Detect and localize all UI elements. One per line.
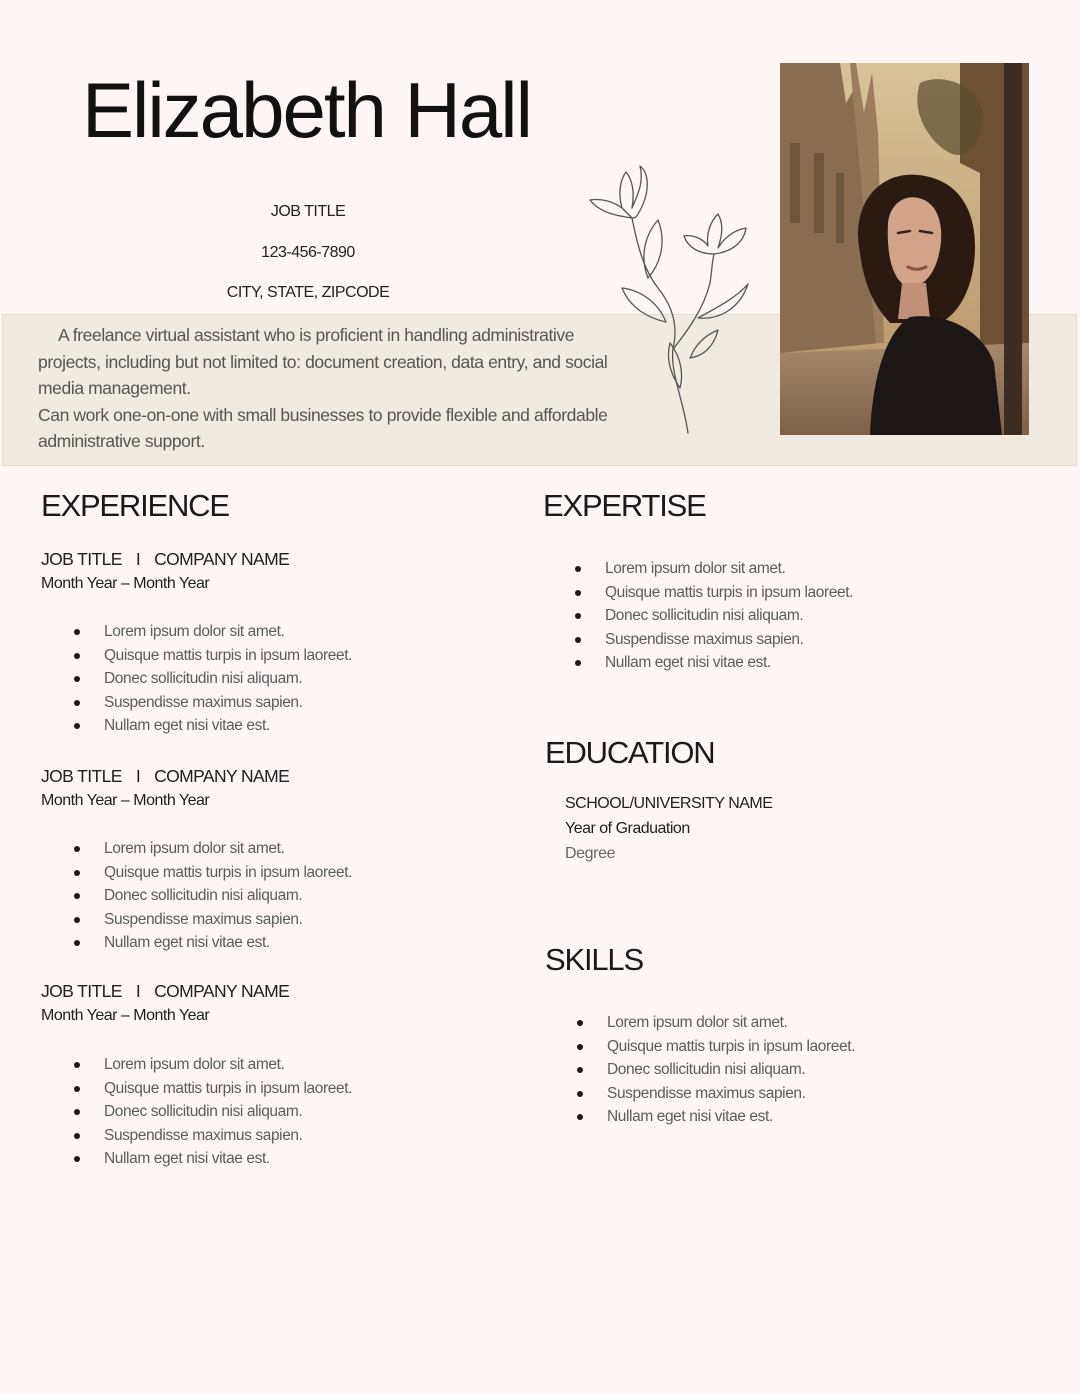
list-item: Lorem ipsum dolor sit amet. xyxy=(74,620,352,644)
professional-summary xyxy=(38,322,613,455)
skills-bullets xyxy=(577,1011,855,1129)
summary-line-1: A freelance virtual assistant who is proficient in handling administrative projects, including but not limited to: document creation, data entry, and social media management. xyxy=(38,325,608,398)
list-item: Nullam eget nisi vitae est. xyxy=(74,1147,352,1171)
education-heading: EDUCATION xyxy=(545,735,715,770)
skills-heading: SKILLS xyxy=(545,942,643,977)
header-job-title: JOB TITLE xyxy=(270,203,346,220)
job-1-dates: Month Year – Month Year xyxy=(41,575,210,592)
job-1-company: COMPANY NAME xyxy=(154,549,290,569)
education-degree: Degree xyxy=(565,845,616,862)
job-1-bullets xyxy=(74,620,352,738)
job-3-company: COMPANY NAME xyxy=(154,981,290,1001)
job-2-separator: I xyxy=(135,766,141,786)
list-item: Suspendisse maximus sapien. xyxy=(74,691,352,715)
list-item: Suspendisse maximus sapien. xyxy=(74,1124,352,1148)
list-item: Lorem ipsum dolor sit amet. xyxy=(74,1053,352,1077)
list-item: Suspendisse maximus sapien. xyxy=(74,908,352,932)
list-item: Donec sollicitudin nisi aliquam. xyxy=(74,667,352,691)
job-3-bullets xyxy=(74,1053,352,1171)
expertise-bullets xyxy=(575,557,853,675)
list-item: Quisque mattis turpis in ipsum laoreet. xyxy=(74,1077,352,1101)
job-1-title-line xyxy=(41,549,289,570)
header-location: CITY, STATE, ZIPCODE xyxy=(226,284,390,301)
list-item: Suspendisse maximus sapien. xyxy=(575,628,853,652)
job-3-title: JOB TITLE xyxy=(41,981,122,1001)
job-3-separator: I xyxy=(135,981,141,1001)
education-school: SCHOOL/UNIVERSITY NAME xyxy=(565,795,773,812)
candidate-name: Elizabeth Hall xyxy=(82,66,531,154)
header-phone: 123-456-7890 xyxy=(261,244,355,261)
list-item: Quisque mattis turpis in ipsum laoreet. xyxy=(74,861,352,885)
list-item: Suspendisse maximus sapien. xyxy=(577,1082,855,1106)
expertise-heading: EXPERTISE xyxy=(543,488,706,523)
job-2-title-line xyxy=(41,766,289,787)
job-1-title: JOB TITLE xyxy=(41,549,122,569)
job-3-title-line xyxy=(41,981,289,1002)
job-2-bullets xyxy=(74,837,352,955)
job-2-title: JOB TITLE xyxy=(41,766,122,786)
list-item: Donec sollicitudin nisi aliquam. xyxy=(575,604,853,628)
list-item: Quisque mattis turpis in ipsum laoreet. xyxy=(575,581,853,605)
job-2-company: COMPANY NAME xyxy=(154,766,290,786)
list-item: Donec sollicitudin nisi aliquam. xyxy=(74,1100,352,1124)
list-item: Nullam eget nisi vitae est. xyxy=(74,931,352,955)
job-1-separator: I xyxy=(135,549,141,569)
line-art-flower-icon xyxy=(578,158,758,438)
education-year: Year of Graduation xyxy=(565,820,690,837)
portrait-photo xyxy=(780,63,1029,435)
list-item: Donec sollicitudin nisi aliquam. xyxy=(74,884,352,908)
list-item: Nullam eget nisi vitae est. xyxy=(74,714,352,738)
list-item: Donec sollicitudin nisi aliquam. xyxy=(577,1058,855,1082)
job-3-dates: Month Year – Month Year xyxy=(41,1007,210,1024)
list-item: Nullam eget nisi vitae est. xyxy=(575,651,853,675)
experience-heading: EXPERIENCE xyxy=(41,488,229,523)
list-item: Lorem ipsum dolor sit amet. xyxy=(577,1011,855,1035)
job-2-dates: Month Year – Month Year xyxy=(41,792,210,809)
list-item: Lorem ipsum dolor sit amet. xyxy=(74,837,352,861)
summary-line-2: Can work one-on-one with small businesses to provide flexible and affordable administrative support. xyxy=(38,404,608,451)
list-item: Nullam eget nisi vitae est. xyxy=(577,1105,855,1129)
list-item: Quisque mattis turpis in ipsum laoreet. xyxy=(577,1035,855,1059)
list-item: Quisque mattis turpis in ipsum laoreet. xyxy=(74,644,352,668)
list-item: Lorem ipsum dolor sit amet. xyxy=(575,557,853,581)
